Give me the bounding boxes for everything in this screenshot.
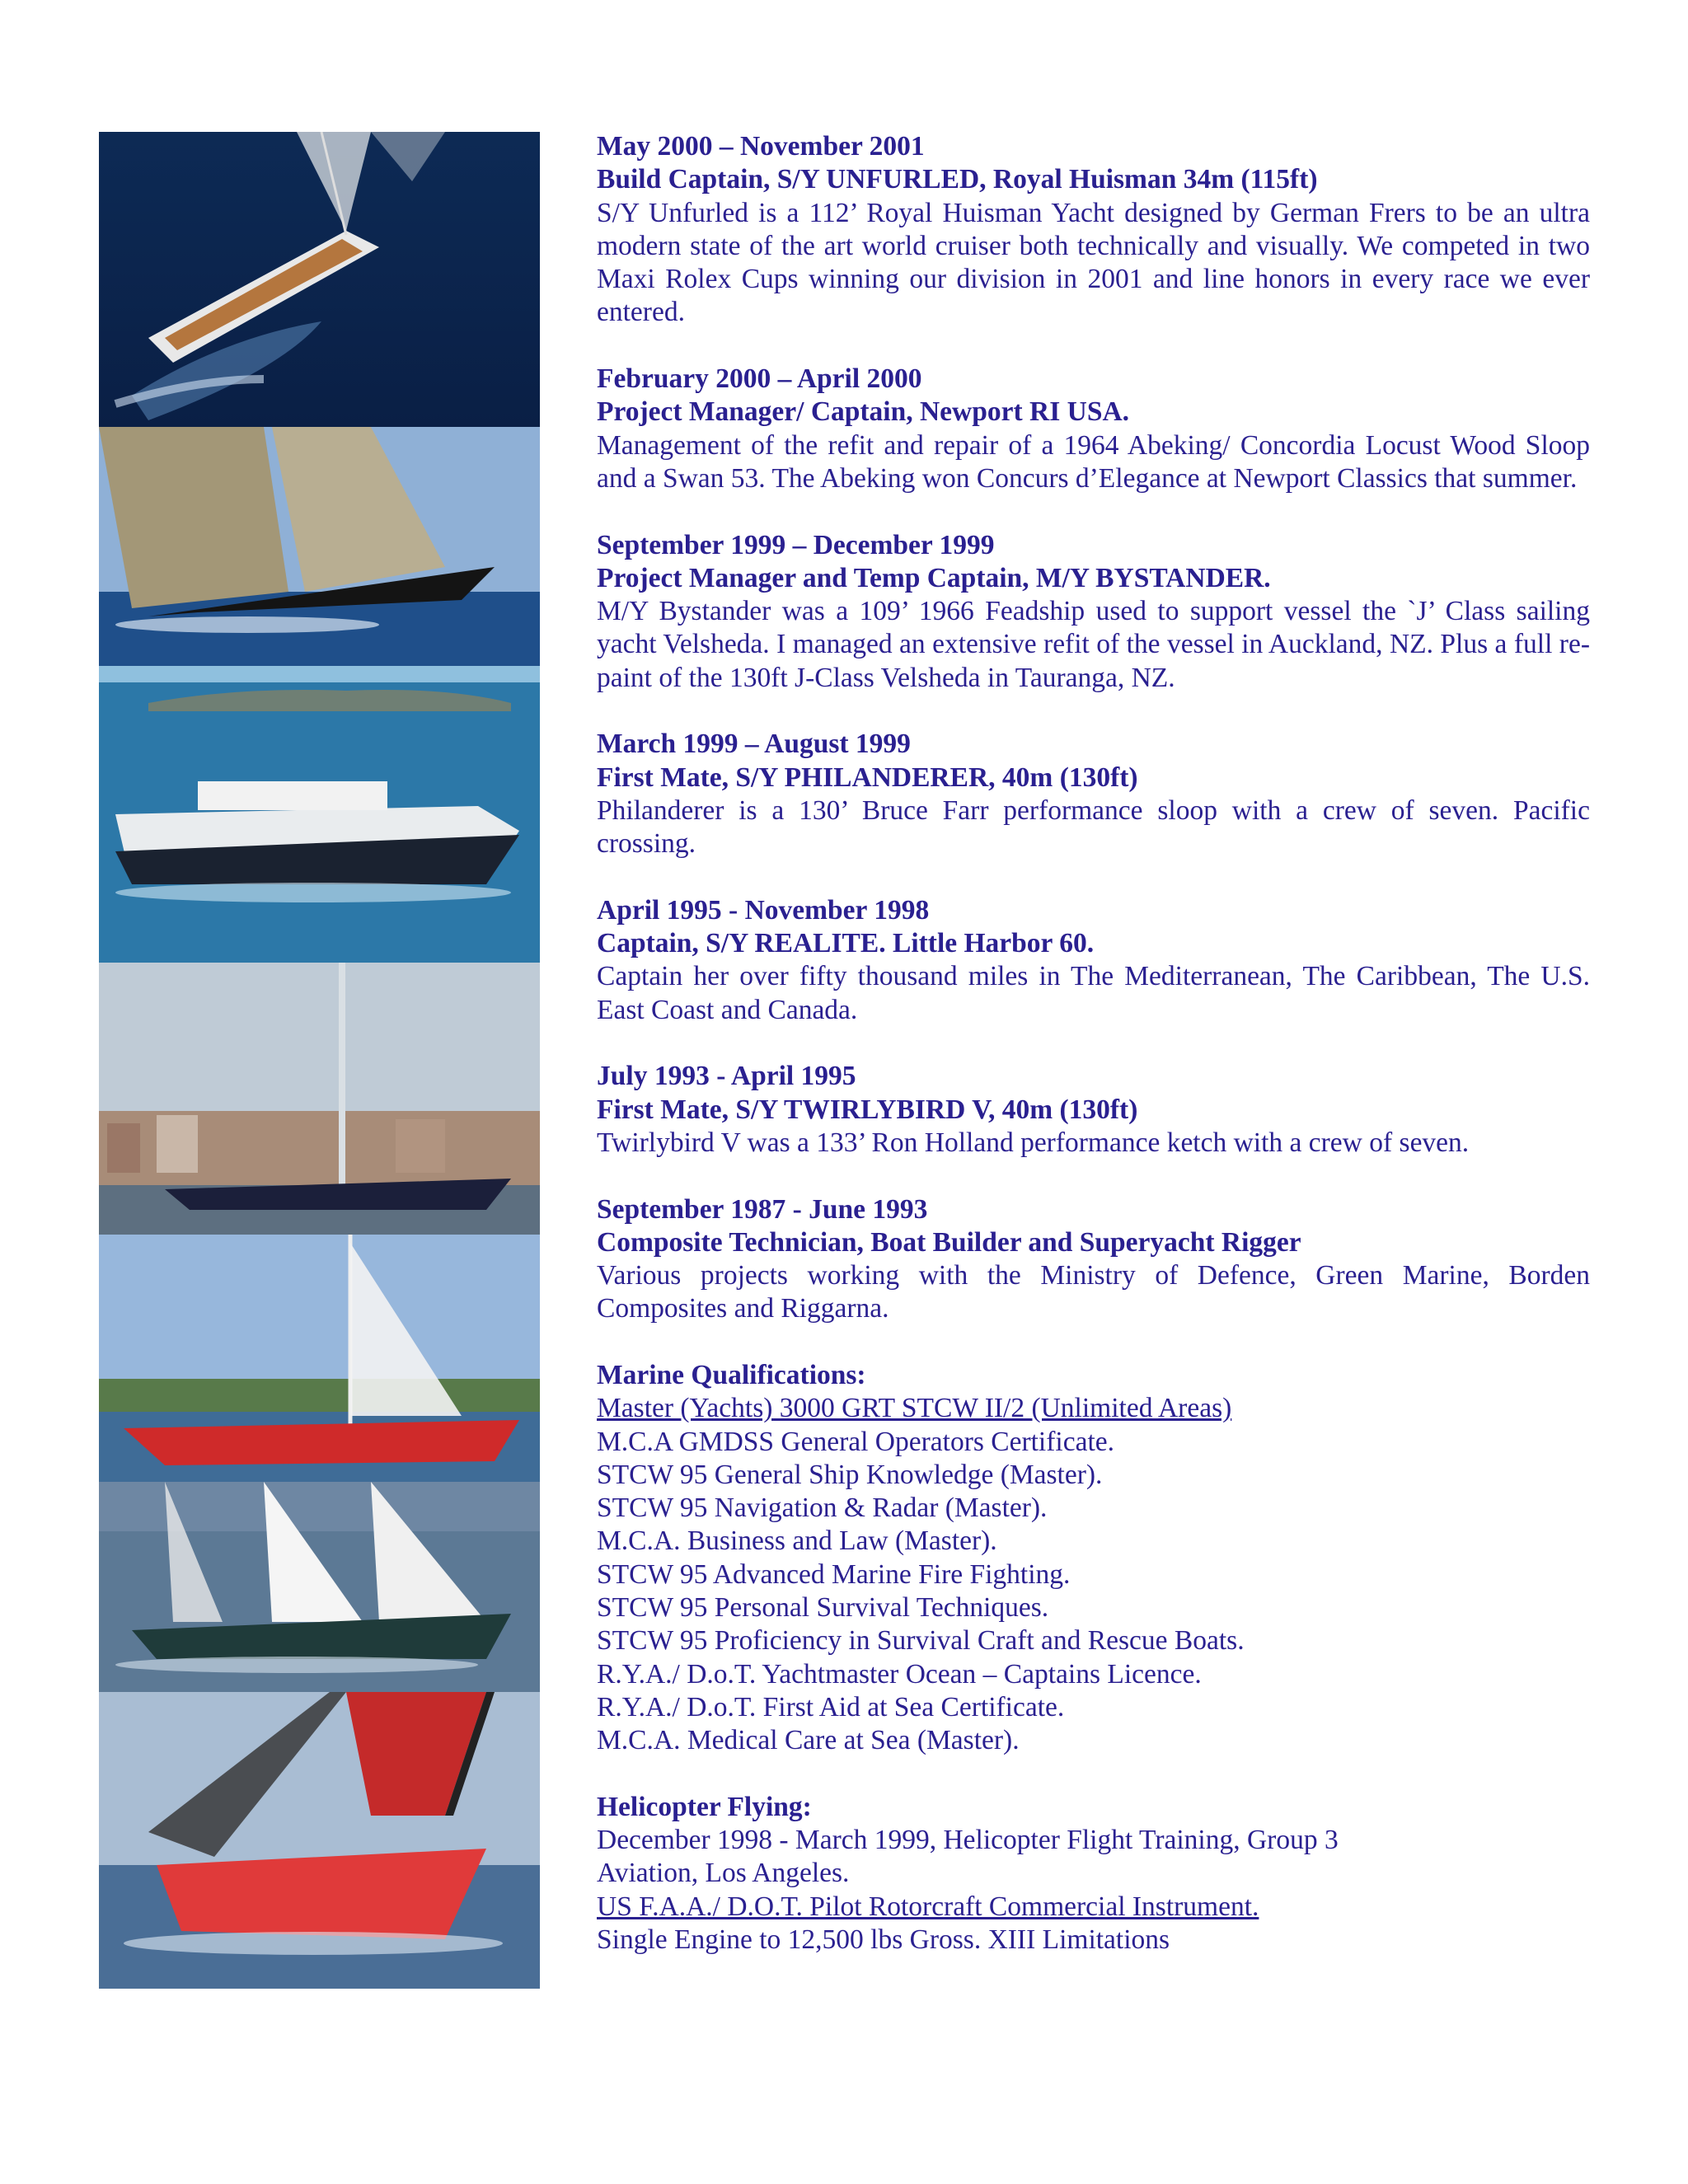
entry-title: Composite Technician, Boat Builder and Superyacht Rigger: [597, 1226, 1301, 1258]
entry-description: Management of the refit and repair of a 1964 Abeking/ Concordia Locust Wood Sloop and a Swan 53. The Abeking won Concurs d’Elegance at Newport Classics that summer.: [597, 429, 1590, 494]
qualification-item: STCW 95 Advanced Marine Fire Fighting.: [597, 1558, 1071, 1590]
entry-title: Captain, S/Y REALITE. Little Harbor 60.: [597, 928, 1095, 959]
entry-title: First Mate, S/Y PHILANDERER, 40m (130ft): [597, 762, 1138, 793]
entry-description: Captain her over fifty thousand miles in The Mediterranean, The Caribbean, The U.S. East Coast and Canada.: [597, 961, 1590, 1025]
qualification-item: Master (Yachts) 3000 GRT STCW II/2 (Unlimited Areas): [597, 1393, 1232, 1424]
experience-entry: [597, 728, 1590, 860]
experience-entry: [597, 1193, 1590, 1326]
entry-description: Various projects working with the Ministry of Defence, Green Marine, Borden Composites and Riggarna.: [597, 1260, 1590, 1324]
entry-description: S/Y Unfurled is a 112’ Royal Huisman Yacht designed by German Frers to be an ultra modern state of the art world cruiser both technically and visually. We competed in two Maxi Rolex Cups winning our division in 2001 and line honors in every race we ever entered.: [597, 197, 1590, 328]
experience-entry: [597, 1060, 1590, 1160]
experience-entry: [597, 363, 1590, 495]
entry-dates: April 1995 - November 1998: [597, 894, 930, 926]
entry-title: First Mate, S/Y TWIRLYBIRD V, 40m (130ft): [597, 1094, 1138, 1125]
helicopter-license: US F.A.A./ D.O.T. Pilot Rotorcraft Commercial Instrument.: [597, 1891, 1259, 1922]
helicopter-heading: Helicopter Flying:: [597, 1791, 812, 1822]
qualification-item: M.C.A. Business and Law (Master).: [597, 1526, 997, 1557]
qualification-item: R.Y.A./ D.o.T. Yachtmaster Ocean – Captains Licence.: [597, 1658, 1202, 1690]
qualification-item: STCW 95 Proficiency in Survival Craft and Rescue Boats.: [597, 1625, 1245, 1657]
qualifications-heading: Marine Qualifications:: [597, 1359, 866, 1390]
qualifications-section: [597, 1359, 1590, 1758]
qualification-item: STCW 95 Navigation & Radar (Master).: [597, 1493, 1048, 1524]
photo-red-racer: [99, 1692, 540, 1989]
photo-yacht-aerial: [99, 132, 540, 427]
experience-entry: [597, 529, 1590, 695]
photo-motor-yacht: [99, 666, 540, 963]
photo-strip: [99, 132, 540, 1989]
helicopter-section: [597, 1791, 1590, 1957]
helicopter-line: Aviation, Los Angeles.: [597, 1858, 850, 1889]
entry-title: Project Manager/ Captain, Newport RI USA.: [597, 396, 1130, 428]
entry-title: Project Manager and Temp Captain, M/Y BYSTANDER.: [597, 562, 1271, 593]
entry-dates: March 1999 – August 1999: [597, 729, 911, 760]
entry-dates: February 2000 – April 2000: [597, 363, 922, 395]
qualification-item: M.C.A. Medical Care at Sea (Master).: [597, 1725, 1020, 1756]
entry-dates: July 1993 - April 1995: [597, 1061, 856, 1092]
photo-classic-sloop: [99, 427, 540, 666]
qualification-item: STCW 95 Personal Survival Techniques.: [597, 1592, 1049, 1624]
qualification-item: STCW 95 General Ship Knowledge (Master).: [597, 1459, 1103, 1490]
helicopter-line: December 1998 - March 1999, Helicopter Flight Training, Group 3: [597, 1825, 1339, 1856]
photo-red-sloop: [99, 1235, 540, 1482]
resume-content: [597, 130, 1590, 1957]
entry-description: M/Y Bystander was a 109’ 1966 Feadship used to support vessel the `J’ Class sailing yacht Velsheda. I managed an extensive refit of the vessel in Auckland, NZ. Plus a full re-paint of the 130ft J-Class Velsheda in Tauranga, NZ.: [597, 596, 1590, 693]
entry-dates: September 1999 – December 1999: [597, 529, 995, 560]
photo-green-ketch: [99, 1482, 540, 1692]
qualification-item: M.C.A GMDSS General Operators Certificate.: [597, 1426, 1114, 1457]
entry-dates: May 2000 – November 2001: [597, 131, 925, 162]
helicopter-line: Single Engine to 12,500 lbs Gross. XIII Limitations: [597, 1924, 1170, 1956]
experience-entry: [597, 130, 1590, 330]
entry-dates: September 1987 - June 1993: [597, 1193, 928, 1225]
experience-entry: [597, 894, 1590, 1027]
entry-description: Twirlybird V was a 133’ Ron Holland performance ketch with a crew of seven.: [597, 1127, 1470, 1158]
photo-sloop-city: [99, 963, 540, 1235]
entry-description: Philanderer is a 130’ Bruce Farr performance sloop with a crew of seven. Pacific crossing.: [597, 794, 1590, 860]
entry-title: Build Captain, S/Y UNFURLED, Royal Huisman 34m (115ft): [597, 164, 1318, 195]
qualification-item: R.Y.A./ D.o.T. First Aid at Sea Certificate.: [597, 1691, 1065, 1722]
